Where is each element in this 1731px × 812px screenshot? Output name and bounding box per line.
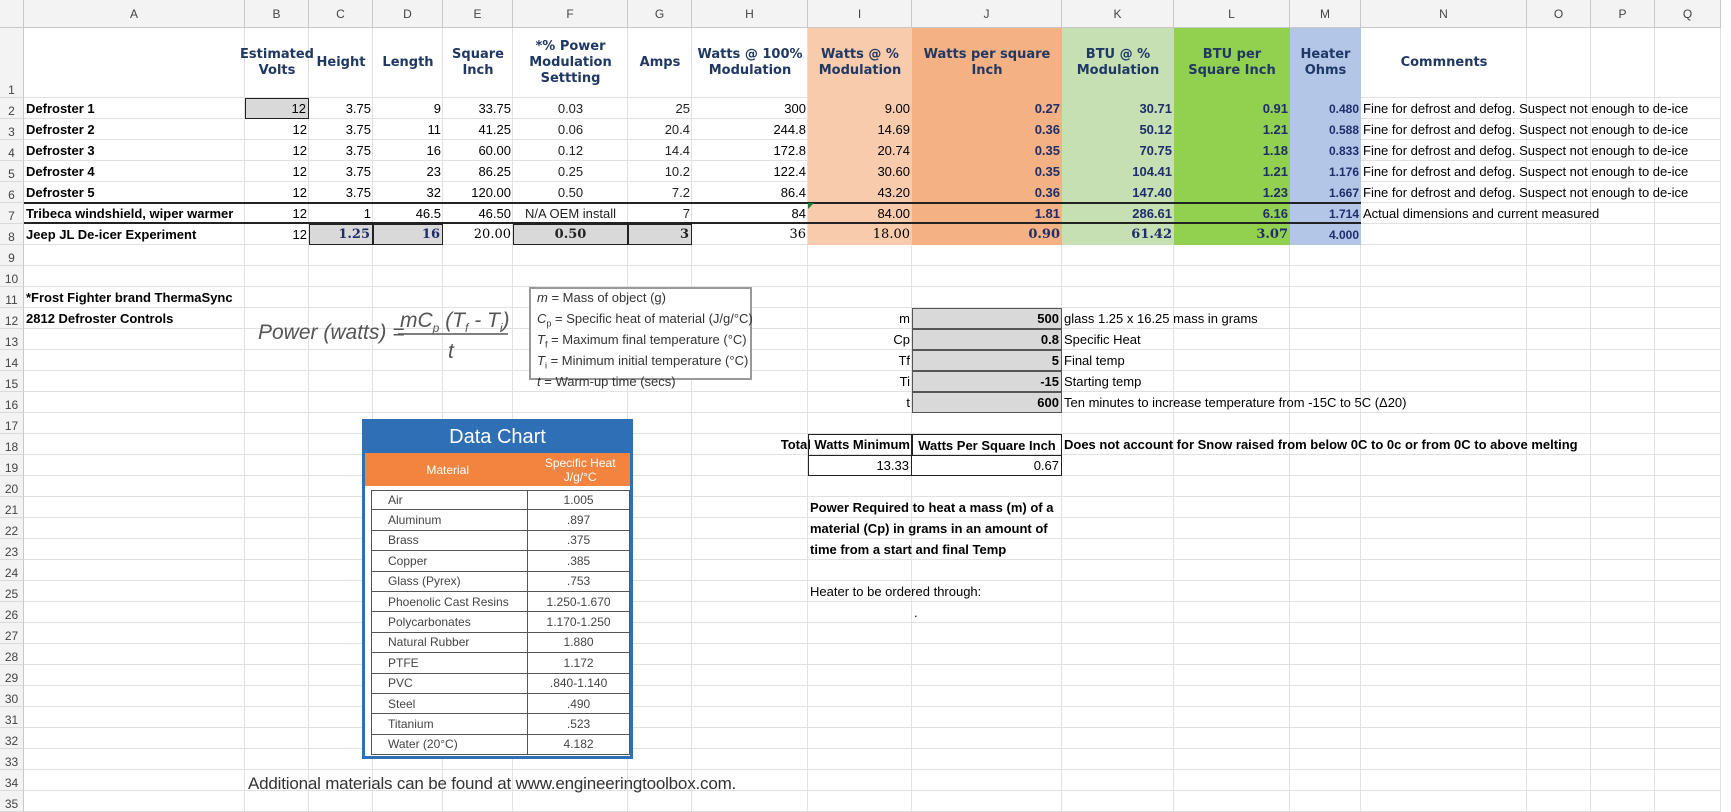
header-power-modulation-settting[interactable]: *% Power Modulation Settting (529, 39, 612, 86)
cell-volts[interactable]: 12 (245, 98, 309, 119)
cell-wmod[interactable]: 84.00 (808, 203, 912, 224)
cell-w100[interactable]: 122.4 (773, 164, 806, 179)
column-header-g[interactable]: G (628, 0, 692, 28)
cell-wpsi[interactable]: 0.36 (912, 182, 1062, 203)
comment-cell[interactable]: Fine for defrost and defog. Suspect not enough to de-ice (1363, 164, 1689, 179)
header-heater-ohms[interactable]: Heater Ohms (1290, 28, 1361, 98)
param-value[interactable]: 5 (912, 350, 1062, 371)
cell-wpsi[interactable]: 0.35 (912, 140, 1062, 161)
comment-cell[interactable]: Fine for defrost and defog. Suspect not enough to de-ice (1363, 101, 1689, 116)
param-label[interactable]: Ti (899, 374, 910, 389)
cell-btu[interactable]: 147.40 (1062, 182, 1174, 203)
cell-btupsi[interactable]: 1.21 (1174, 119, 1290, 140)
cell-mod[interactable]: 0.12 (557, 143, 584, 158)
param-label[interactable]: t (906, 395, 910, 410)
data-chart-row (365, 592, 630, 612)
data-chart-value: 1.880 (528, 633, 630, 653)
cell-btu[interactable]: 30.71 (1062, 98, 1174, 119)
column-header-m[interactable]: M (1290, 0, 1361, 28)
var-symbol: t (537, 374, 541, 390)
cell-w100[interactable]: 84 (791, 206, 806, 221)
row-header-7[interactable]: 7 (0, 203, 24, 224)
data-chart-row (365, 551, 630, 571)
row-header-20[interactable]: 20 (0, 476, 24, 497)
cell-amps[interactable]: 25 (675, 101, 690, 116)
comment-cell[interactable]: Fine for defrost and defog. Suspect not enough to de-ice (1363, 185, 1689, 200)
data-chart-material: PVC (371, 674, 528, 694)
row-header-24[interactable]: 24 (0, 560, 24, 581)
data-chart-material: Copper (371, 551, 528, 571)
cell-volts[interactable]: 12 (292, 164, 307, 179)
row-header-21[interactable]: 21 (0, 497, 24, 518)
cell-length[interactable]: 32 (426, 185, 441, 200)
var-def-line (537, 290, 744, 311)
cell-height[interactable]: 3.75 (345, 143, 371, 158)
cell-height[interactable]: 1 (363, 206, 371, 221)
row-header-8[interactable]: 8 (0, 224, 24, 245)
cell-amps[interactable]: 14.4 (664, 143, 690, 158)
header-watts-100-modulation[interactable]: Watts @ 100% Modulation (697, 47, 803, 78)
column-header-q[interactable]: Q (1655, 0, 1721, 28)
cell-length[interactable]: 46.5 (415, 206, 441, 221)
column-header-i[interactable]: I (808, 0, 912, 28)
data-chart-value: .375 (528, 531, 630, 551)
formula-warning-indicator[interactable] (808, 203, 814, 209)
column-header-h[interactable]: H (692, 0, 808, 28)
data-chart-value: 1.250-1.670 (528, 592, 630, 612)
var-text: = Maximum final temperature (°C) (547, 332, 747, 348)
var-def-line (537, 353, 749, 374)
param-desc[interactable]: Specific Heat (1064, 332, 1141, 347)
row-header-26[interactable]: 26 (0, 602, 24, 623)
cell-sqin[interactable]: 33.75 (478, 101, 511, 116)
data-chart-material: Polycarbonates (371, 612, 528, 632)
row-header-4[interactable]: 4 (0, 140, 24, 161)
snow-note[interactable]: Does not account for Snow raised from below 0C to 0c or from 0C to above melting (1064, 437, 1578, 452)
column-header-j[interactable]: J (912, 0, 1062, 28)
header-estimated-volts[interactable]: Estimated Volts (240, 47, 314, 78)
cell-ohms[interactable]: 0.833 (1290, 140, 1361, 161)
var-subscript: p (546, 318, 552, 329)
var-subscript: f (544, 339, 548, 350)
gridline-h (24, 622, 1721, 623)
row-label[interactable]: Tribeca windshield, wiper warmer (26, 206, 234, 221)
param-value[interactable]: 500 (912, 308, 1062, 329)
total-watts-label[interactable]: Total Watts Minimum (780, 437, 910, 452)
cell-wpsi[interactable]: 0.90 (912, 224, 1062, 245)
param-label[interactable]: m (899, 311, 910, 326)
var-symbol: T (537, 353, 545, 369)
data-chart-row (365, 572, 630, 592)
column-header-a[interactable]: A (24, 0, 245, 28)
data-chart-material: Steel (371, 694, 528, 714)
row-header-9[interactable]: 9 (0, 245, 24, 266)
formula-denominator: t (448, 340, 454, 363)
param-value[interactable]: -15 (912, 371, 1062, 392)
cell-ohms[interactable]: 0.480 (1290, 98, 1361, 119)
data-chart-value: .840-1.140 (528, 674, 630, 694)
comment-cell[interactable]: Actual dimensions and current measured (1363, 206, 1600, 221)
cell-volts[interactable]: 12 (292, 143, 307, 158)
gridline-h (24, 265, 1721, 266)
data-chart-rows (365, 490, 630, 755)
header-btu-per-square-inch[interactable]: BTU per Square Inch (1174, 28, 1290, 98)
data-chart-value: 4.182 (528, 735, 630, 755)
cell-mod[interactable]: 0.03 (557, 101, 584, 116)
row-label[interactable]: Jeep JL De-icer Experiment (26, 227, 197, 242)
param-value[interactable]: 0.8 (912, 329, 1062, 350)
gridline-h (24, 664, 1721, 665)
row-header-27[interactable]: 27 (0, 623, 24, 644)
data-chart-row (365, 694, 630, 714)
data-chart-material: Phoenolic Cast Resins (371, 592, 528, 612)
data-chart-value: .897 (528, 510, 630, 530)
param-desc[interactable]: Ten minutes to increase temperature from -15C to 5C (Δ20) (1064, 395, 1407, 410)
row-header-17[interactable]: 17 (0, 413, 24, 434)
data-chart-value: 1.170-1.250 (528, 612, 630, 632)
column-header-k[interactable]: K (1062, 0, 1174, 28)
cell-volts[interactable]: 12 (292, 185, 307, 200)
row-header-16[interactable]: 16 (0, 392, 24, 413)
gridline-h (24, 643, 1721, 644)
param-label[interactable]: Cp (893, 332, 910, 347)
header-commnents[interactable]: Commnents (1400, 55, 1488, 70)
row-header-34[interactable]: 34 (0, 770, 24, 791)
cell-ohms[interactable]: 1.714 (1290, 203, 1361, 224)
cell-w100[interactable]: 244.8 (773, 122, 806, 137)
data-chart-value: .490 (528, 694, 630, 714)
cell-ohms[interactable]: 0.588 (1290, 119, 1361, 140)
cell-wpsi[interactable]: 0.27 (912, 98, 1062, 119)
row-header-33[interactable]: 33 (0, 749, 24, 770)
data-chart-row (365, 714, 630, 734)
data-chart-col-specific (530, 453, 630, 486)
cell-wpsi[interactable]: 0.35 (912, 161, 1062, 182)
cell-volts[interactable]: 12 (292, 206, 307, 221)
cell-w100[interactable]: 86.4 (780, 185, 806, 200)
row-header-10[interactable]: 10 (0, 266, 24, 287)
cell-mod[interactable]: N/A OEM install (524, 206, 617, 221)
row-header-19[interactable]: 19 (0, 455, 24, 476)
cell-wmod[interactable]: 18.00 (808, 224, 912, 245)
cell-btupsi[interactable]: 6.16 (1174, 203, 1290, 224)
cell-wpsi[interactable]: 0.36 (912, 119, 1062, 140)
cell-w100[interactable]: 36 (789, 227, 806, 242)
cell-sqin[interactable]: 41.25 (478, 122, 511, 137)
data-chart-value: .523 (528, 714, 630, 734)
gridline-h (24, 685, 1721, 686)
cell-amps[interactable]: 10.2 (664, 164, 690, 179)
cell-wmod[interactable]: 9.00 (808, 98, 912, 119)
cell-amps[interactable]: 3 (628, 224, 692, 245)
data-chart-value: .385 (528, 551, 630, 571)
data-chart-material: Brass (371, 531, 528, 551)
dot-cell[interactable]: . (914, 605, 918, 620)
cell-amps[interactable]: 7 (682, 206, 690, 221)
data-chart-value: 1.172 (528, 653, 630, 673)
column-header-b[interactable]: B (245, 0, 309, 28)
row-header-5[interactable]: 5 (0, 161, 24, 182)
cell-amps[interactable]: 20.4 (664, 122, 690, 137)
column-header-p[interactable]: P (1591, 0, 1655, 28)
cell-btu[interactable]: 286.61 (1062, 203, 1174, 224)
cell-height[interactable]: 3.75 (345, 164, 371, 179)
var-def-line (537, 374, 744, 395)
data-chart-row (365, 490, 630, 510)
cell-btupsi[interactable]: 0.91 (1174, 98, 1290, 119)
cell-ohms[interactable]: 1.176 (1290, 161, 1361, 182)
row-header-32[interactable]: 32 (0, 728, 24, 749)
data-chart-row (365, 674, 630, 694)
row-header-22[interactable]: 22 (0, 518, 24, 539)
row-label[interactable]: Defroster 2 (26, 122, 95, 137)
cell-w100[interactable]: 172.8 (773, 143, 806, 158)
formula-numerator: $mC_p$ $(T_f - T_i)$ (400, 309, 510, 335)
row-header-1[interactable]: 1 (0, 28, 24, 98)
column-header-c[interactable]: C (309, 0, 373, 28)
cell-height[interactable]: 3.75 (345, 185, 371, 200)
row-label[interactable]: Defroster 4 (26, 164, 95, 179)
cell-length[interactable]: 11 (427, 122, 441, 137)
data-chart-row (365, 735, 630, 755)
header-length[interactable]: Length (382, 55, 434, 70)
cell-wpsi[interactable]: 1.81 (912, 203, 1062, 224)
cell-btu[interactable]: 61.42 (1062, 224, 1174, 245)
cell-sqin[interactable]: 20.00 (473, 227, 511, 242)
row-header-23[interactable]: 23 (0, 539, 24, 560)
cell-btupsi[interactable]: 1.23 (1174, 182, 1290, 203)
power-req-line2[interactable]: material (Cp) in grams in an amount of (810, 521, 1048, 536)
header-watts-modulation[interactable]: Watts @ % Modulation (808, 28, 912, 98)
cell-height[interactable]: 3.75 (345, 101, 371, 116)
var-symbol: m (537, 290, 548, 305)
formula-lhs: Power (watts) = (258, 321, 405, 344)
param-desc[interactable]: Starting temp (1064, 374, 1142, 389)
data-chart-col-material: Material (426, 462, 470, 477)
total-watts-value[interactable]: 13.33 (808, 455, 912, 476)
data-chart-col-unit: J/g/°C (563, 469, 597, 484)
cell-btu[interactable]: 50.12 (1062, 119, 1174, 140)
data-chart-material: Glass (Pyrex) (371, 572, 528, 592)
row-header-15[interactable]: 15 (0, 371, 24, 392)
data-chart-row (365, 633, 630, 653)
power-req-line1[interactable]: Power Required to heat a mass (m) of a (810, 500, 1054, 515)
cell-length[interactable]: 16 (426, 143, 441, 158)
row-label[interactable]: Defroster 5 (26, 185, 95, 200)
cell-mod[interactable]: 0.50 (513, 224, 628, 245)
comment-cell[interactable]: Fine for defrost and defog. Suspect not enough to de-ice (1363, 143, 1689, 158)
column-header-n[interactable]: N (1361, 0, 1527, 28)
cell-wmod[interactable]: 20.74 (808, 140, 912, 161)
row-header-14[interactable]: 14 (0, 350, 24, 371)
cell-btupsi[interactable]: 1.18 (1174, 140, 1290, 161)
gridline-h (24, 706, 1721, 707)
row-label[interactable]: Defroster 3 (26, 143, 95, 158)
column-header-l[interactable]: L (1174, 0, 1290, 28)
select-all-corner[interactable] (0, 0, 24, 28)
cell-volts[interactable]: 12 (292, 227, 307, 242)
brand-note-line2[interactable]: 2812 Defroster Controls (26, 311, 174, 326)
var-def-line (537, 332, 747, 353)
var-symbol: T (537, 332, 545, 348)
cell-length[interactable]: 9 (433, 101, 441, 116)
cell-length[interactable]: 16 (373, 224, 443, 245)
var-text: = Specific heat of material (J/g/°C) (551, 311, 753, 327)
cell-sqin[interactable]: 46.50 (478, 206, 511, 221)
row-header-25[interactable]: 25 (0, 581, 24, 602)
header-square-inch[interactable]: Square Inch (452, 47, 504, 78)
cell-volts[interactable]: 12 (292, 122, 307, 137)
cell-height[interactable]: 3.75 (345, 122, 371, 137)
cell-length[interactable]: 23 (426, 164, 441, 179)
data-chart-material: Titanium (371, 714, 528, 734)
data-chart (362, 419, 633, 759)
data-chart-material: PTFE (371, 653, 528, 673)
var-def-line (537, 311, 753, 332)
data-chart-material: Natural Rubber (371, 633, 528, 653)
power-req-line3[interactable]: time from a start and final Temp (810, 542, 1007, 557)
data-chart-row (365, 510, 630, 530)
cell-btupsi[interactable]: 3.07 (1174, 224, 1290, 245)
footer-note: Additional materials can be found at www.engineeringtoolbox.com. (248, 774, 737, 793)
param-desc[interactable]: Final temp (1064, 353, 1125, 368)
cell-mod[interactable]: 0.06 (557, 122, 584, 137)
var-subscript: i (544, 360, 547, 371)
column-header-f[interactable]: F (513, 0, 628, 28)
gridline-h (24, 748, 1721, 749)
header-btu-modulation[interactable]: BTU @ % Modulation (1062, 28, 1174, 98)
cell-sqin[interactable]: 120.00 (471, 185, 511, 200)
cell-wmod[interactable]: 43.20 (808, 182, 912, 203)
cell-amps[interactable]: 7.2 (671, 185, 690, 200)
data-chart-material: Aluminum (371, 510, 528, 530)
row-header-3[interactable]: 3 (0, 119, 24, 140)
data-chart-title: Data Chart (365, 422, 630, 453)
cell-wmod[interactable]: 30.60 (808, 161, 912, 182)
cell-ohms[interactable]: 4.000 (1290, 224, 1361, 245)
gridline-h (24, 727, 1721, 728)
wpsi-value[interactable]: 0.67 (912, 455, 1062, 476)
brand-note-line1[interactable]: *Frost Fighter brand ThermaSync (26, 290, 233, 305)
cell-sqin[interactable]: 86.25 (478, 164, 511, 179)
data-chart-material: Air (371, 490, 528, 510)
row-header-28[interactable]: 28 (0, 644, 24, 665)
cell-btu[interactable]: 70.75 (1062, 140, 1174, 161)
cell-height[interactable]: 1.25 (309, 224, 373, 245)
data-chart-col-specific-label: Specific Heat (544, 455, 616, 470)
row-header-29[interactable]: 29 (0, 665, 24, 686)
row-header-31[interactable]: 31 (0, 707, 24, 728)
cell-btu[interactable]: 104.41 (1062, 161, 1174, 182)
order-note[interactable]: Heater to be ordered through: (810, 584, 982, 599)
cell-btupsi[interactable]: 1.21 (1174, 161, 1290, 182)
param-desc[interactable]: glass 1.25 x 16.25 mass in grams (1064, 311, 1258, 326)
var-text: = Warm-up time (secs) (540, 374, 676, 390)
data-chart-value: 1.005 (528, 490, 630, 510)
row-header-35[interactable]: 35 (0, 791, 24, 812)
var-text: = Minimum initial temperature (°C) (546, 353, 749, 369)
gridline-h (24, 769, 1721, 770)
row-header-6[interactable]: 6 (0, 182, 24, 203)
data-chart-row (365, 531, 630, 551)
row-header-12[interactable]: 12 (0, 308, 24, 329)
column-header-o[interactable]: O (1527, 0, 1591, 28)
row-header-18[interactable]: 18 (0, 434, 24, 455)
cell-ohms[interactable]: 1.667 (1290, 182, 1361, 203)
row-header-11[interactable]: 11 (0, 287, 24, 308)
data-chart-row (365, 653, 630, 673)
row-header-13[interactable]: 13 (0, 329, 24, 350)
param-label[interactable]: Tf (898, 353, 910, 368)
data-chart-material: Water (20°C) (371, 735, 528, 755)
var-text: = Mass of object (g) (547, 290, 666, 305)
data-chart-header (365, 453, 630, 486)
var-symbol: C (537, 311, 547, 327)
comment-cell[interactable]: Fine for defrost and defog. Suspect not enough to de-ice (1363, 122, 1689, 137)
cell-sqin[interactable]: 60.00 (478, 143, 511, 158)
cell-w100[interactable]: 300 (784, 101, 806, 116)
header-amps[interactable]: Amps (639, 55, 681, 70)
column-header-d[interactable]: D (373, 0, 443, 28)
variable-definitions (529, 287, 753, 390)
row-label[interactable]: Defroster 1 (26, 101, 95, 116)
cell-mod[interactable]: 0.50 (557, 185, 584, 200)
data-chart-value: .753 (528, 572, 630, 592)
row-header-30[interactable]: 30 (0, 686, 24, 707)
column-header-e[interactable]: E (443, 0, 513, 28)
cell-wmod[interactable]: 14.69 (808, 119, 912, 140)
data-chart-row (365, 612, 630, 632)
row-header-2[interactable]: 2 (0, 98, 24, 119)
comment-cell[interactable] (1361, 224, 1721, 245)
param-value[interactable]: 600 (912, 392, 1062, 413)
wpsi-label[interactable]: Watts Per Square Inch (912, 434, 1062, 455)
header-watts-per-square-inch[interactable]: Watts per square Inch (912, 28, 1062, 98)
cell-mod[interactable]: 0.25 (557, 164, 584, 179)
header-height[interactable]: Height (316, 55, 366, 70)
